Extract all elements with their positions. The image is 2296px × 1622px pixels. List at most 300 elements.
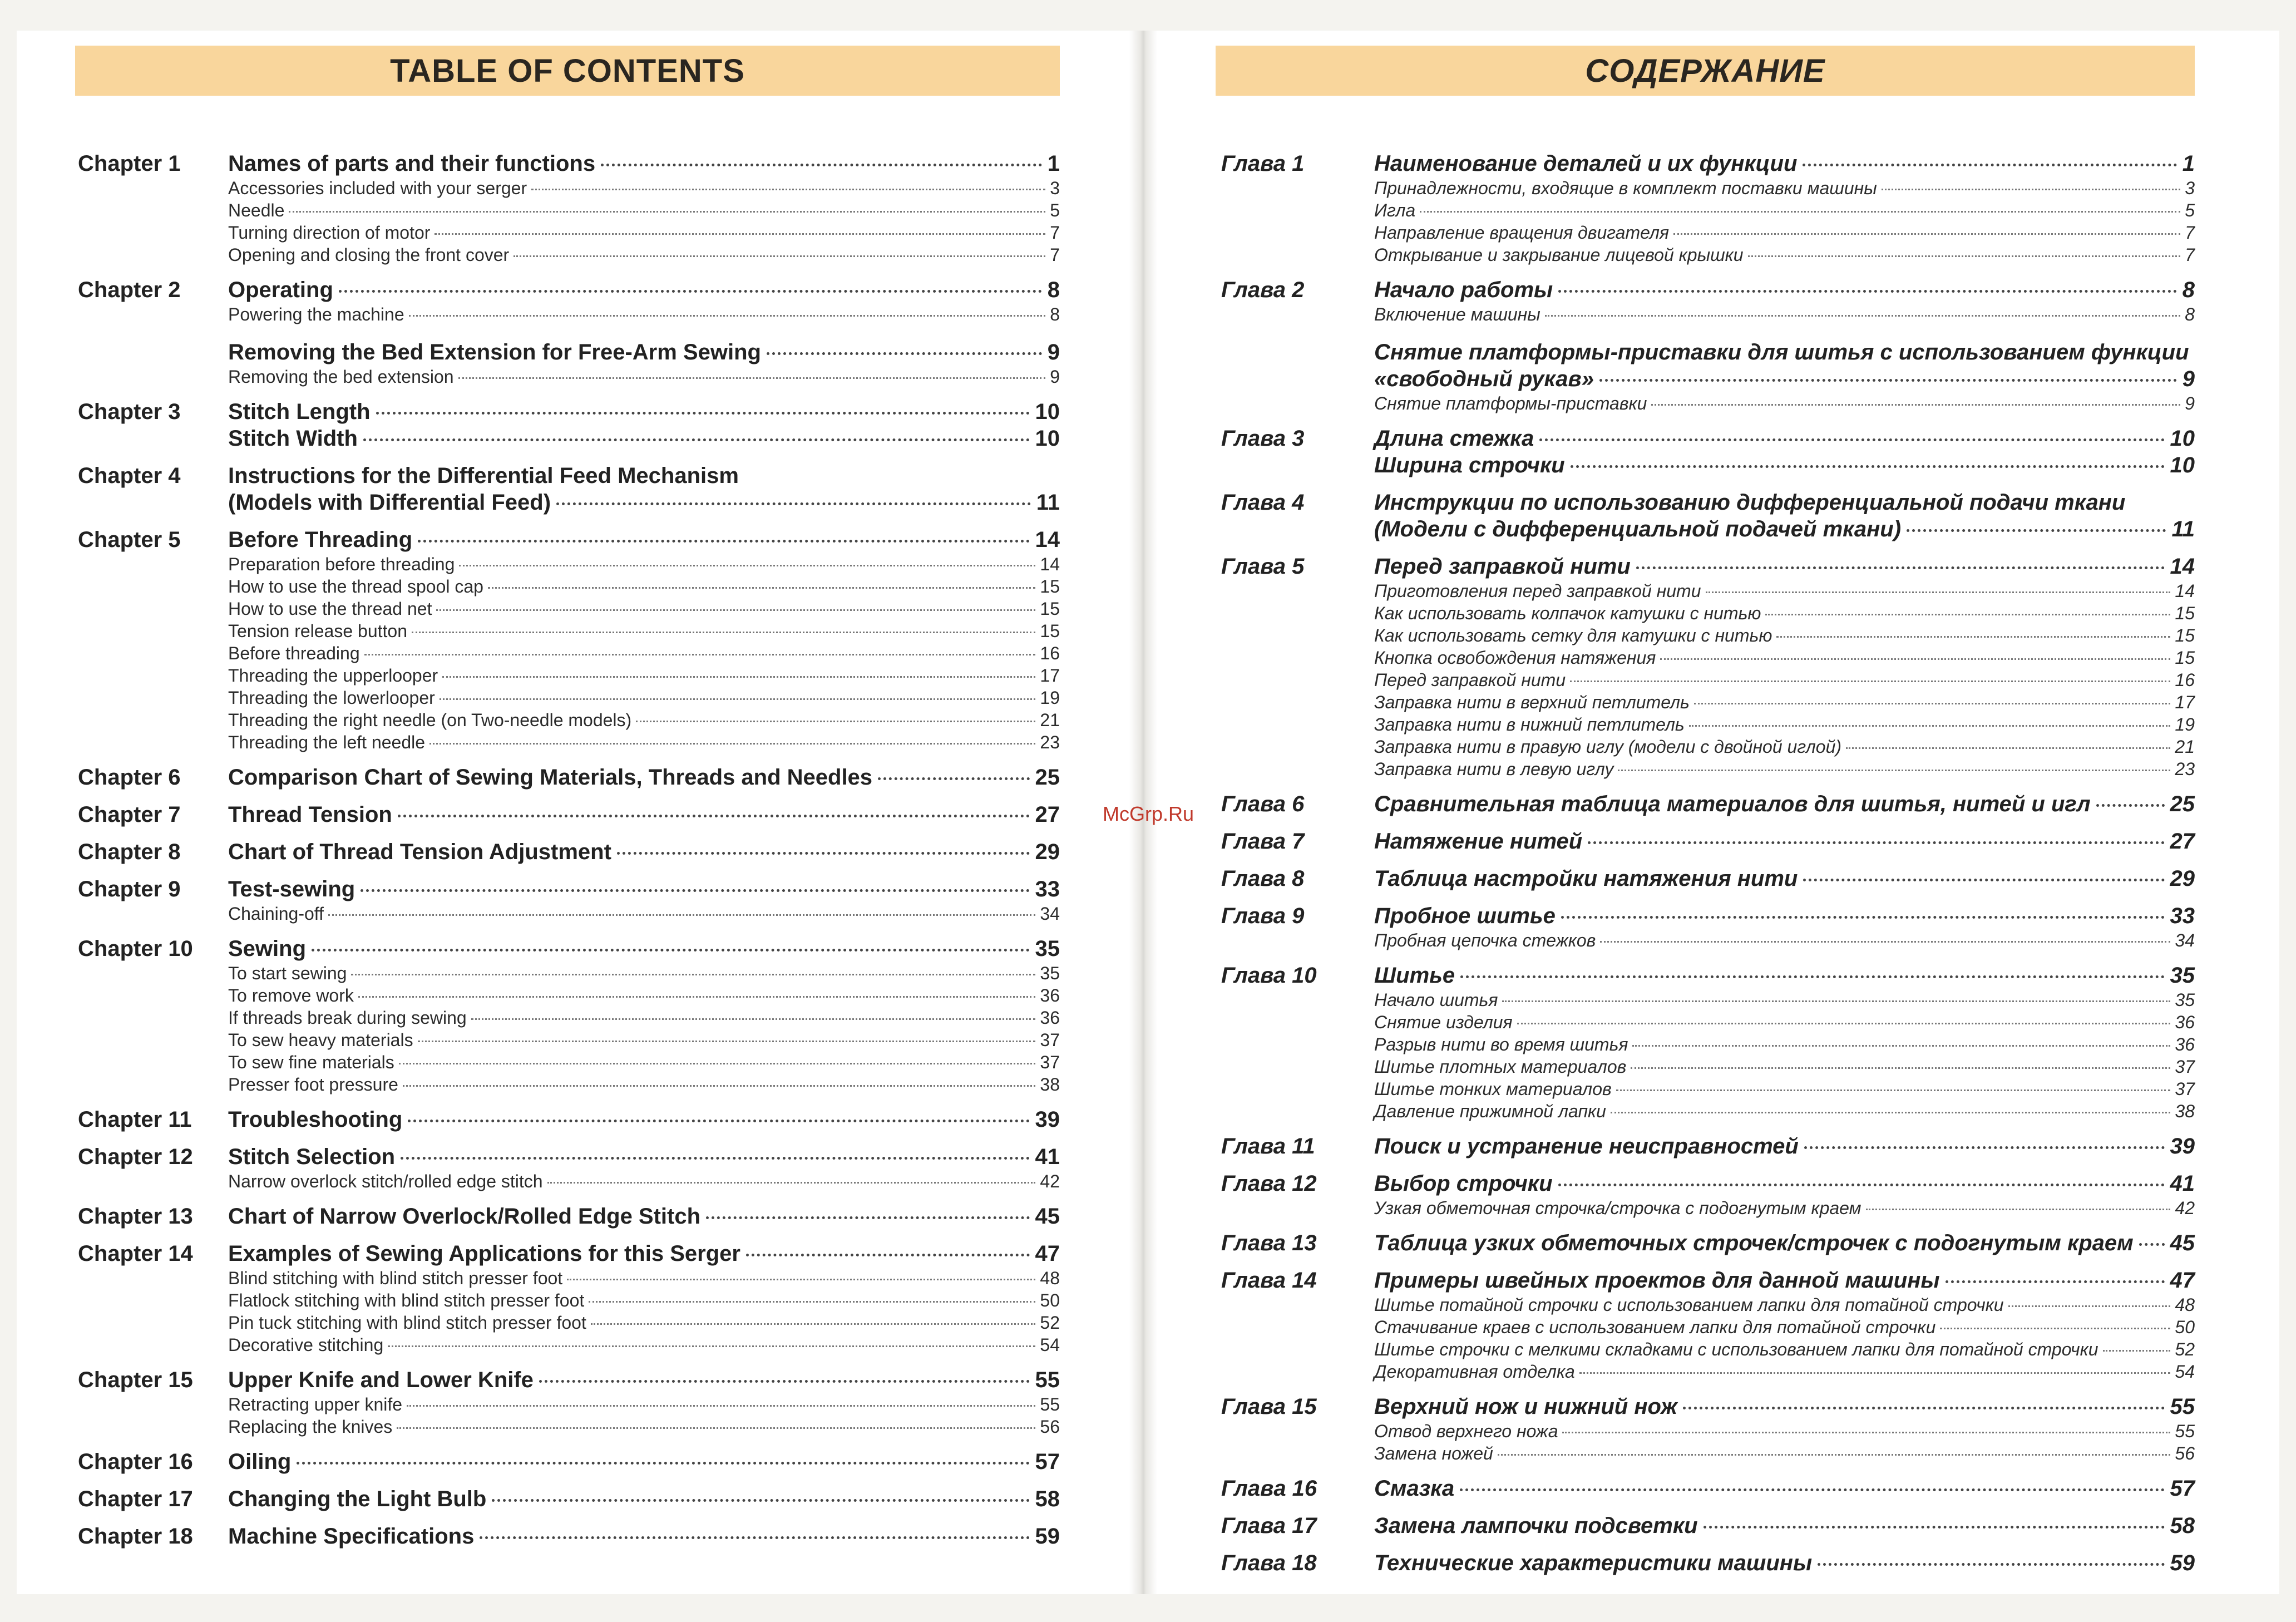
page-number[interactable]: 7 (1050, 245, 1060, 265)
dot-leader (328, 914, 1035, 916)
page-number[interactable]: 27 (1035, 802, 1060, 827)
page-number[interactable]: 23 (1040, 732, 1060, 752)
subsection-title[interactable]: Отвод верхнего ножа (1374, 1421, 1558, 1441)
subsection-title[interactable]: Стачивание краев с использованием лапки для потайной строчки (1374, 1317, 1936, 1337)
subsection-entry[interactable] (228, 1393, 1060, 1416)
section-title[interactable]: Пробное шитье (1374, 904, 1556, 928)
section-title[interactable]: Примеры швейных проектов для данной машины (1374, 1268, 1940, 1293)
chapter-entries (1374, 1267, 2195, 1383)
page-number[interactable]: 37 (1040, 1030, 1060, 1050)
page-number[interactable]: 36 (2175, 1034, 2195, 1054)
subsection-title[interactable]: Accessories included with your serger (228, 178, 527, 198)
page-number[interactable]: 35 (1035, 936, 1060, 961)
section-title[interactable]: Changing the Light Bulb (228, 1487, 487, 1511)
page-number[interactable]: 10 (1035, 426, 1060, 451)
subsection-title[interactable]: Шитье строчки с мелкими складками с использованием лапки для потайной строчки (1374, 1339, 2099, 1359)
subsection-title[interactable]: Узкая обметочная строчка/строчка с подогнутым краем (1374, 1198, 1862, 1218)
page-number[interactable]: 14 (1040, 554, 1060, 574)
page-number[interactable]: 38 (2175, 1101, 2195, 1121)
section-title[interactable]: Натяжение нитей (1374, 829, 1583, 854)
page-number[interactable]: 37 (2175, 1057, 2195, 1077)
page-number[interactable]: 7 (2185, 245, 2195, 265)
page-number[interactable]: 25 (1035, 765, 1060, 790)
subsection-entry[interactable] (1374, 392, 2195, 415)
section-title[interactable]: Examples of Sewing Applications for this Serger (228, 1241, 740, 1266)
section-entry[interactable] (1374, 150, 2195, 177)
subsection-title[interactable]: Как использовать сетку для катушки с нитью (1374, 625, 1772, 645)
page-number[interactable]: 8 (2185, 304, 2195, 324)
section-entry[interactable] (1374, 1230, 2195, 1256)
subsection-entry[interactable] (1374, 1294, 2195, 1316)
subsection-entry[interactable] (228, 984, 1060, 1007)
page-number[interactable]: 1 (2182, 151, 2195, 176)
section-title[interactable]: Поиск и устранение неисправностей (1374, 1134, 1799, 1158)
subsection-entry[interactable] (1374, 736, 2195, 758)
subsection-title[interactable]: Шитье плотных материалов (1374, 1057, 1627, 1077)
section-entry[interactable] (228, 1203, 1060, 1230)
page-number[interactable]: 52 (2175, 1339, 2195, 1359)
section-entry[interactable] (1374, 1512, 2195, 1539)
subsection-entry[interactable] (228, 221, 1060, 244)
subsection-entry[interactable] (1374, 624, 2195, 647)
section-title[interactable]: Names of parts and their functions (228, 151, 596, 176)
section-entry[interactable] (228, 425, 1060, 452)
page-number[interactable]: 55 (2170, 1394, 2195, 1419)
section-title[interactable]: Верхний нож и нижний нож (1374, 1394, 1677, 1419)
subsection-title[interactable]: Powering the machine (228, 304, 404, 324)
subsection-title[interactable]: Threading the right needle (on Two-needle models) (228, 710, 632, 730)
page-number[interactable]: 45 (1035, 1204, 1060, 1229)
subsection-entry[interactable] (228, 1051, 1060, 1073)
subsection-title[interactable]: Направление вращения двигателя (1374, 223, 1669, 243)
page-number[interactable]: 16 (1040, 643, 1060, 663)
subsection-entry[interactable] (228, 687, 1060, 709)
subsection-entry[interactable] (1374, 691, 2195, 713)
page-number[interactable]: 10 (1035, 400, 1060, 424)
page-number[interactable]: 34 (2175, 930, 2195, 950)
section-title[interactable]: Таблица настройки натяжения нити (1374, 866, 1798, 891)
section-title-line[interactable]: Снятие платформы-приставки для шитья с использованием функции (1374, 340, 2189, 364)
subsection-entry[interactable] (1374, 758, 2195, 780)
section-title[interactable]: Removing the Bed Extension for Free-Arm Sewing (228, 340, 761, 364)
page-number[interactable]: 57 (1035, 1450, 1060, 1474)
page-number[interactable]: 9 (2182, 367, 2195, 391)
subsection-title[interactable]: Заправка нити в левую иглу (1374, 759, 1614, 779)
chapter-label: Глава 2 (1221, 278, 1305, 302)
section-title[interactable]: Stitch Width (228, 426, 358, 451)
section-title[interactable]: Замена лампочки подсветки (1374, 1513, 1698, 1538)
subsection-title[interactable]: Chaining-off (228, 904, 324, 924)
subsection-title[interactable]: Pin tuck stitching with blind stitch presser foot (228, 1313, 586, 1333)
section-entry[interactable] (228, 876, 1060, 903)
page-number[interactable]: 41 (2170, 1171, 2195, 1196)
page-number[interactable]: 52 (1040, 1313, 1060, 1333)
section-entry[interactable] (228, 1367, 1060, 1393)
subsection-title[interactable]: Threading the lowerlooper (228, 688, 435, 708)
page-number[interactable]: 54 (1040, 1335, 1060, 1355)
subsection-entry[interactable] (1374, 647, 2195, 669)
section-title[interactable]: Chart of Thread Tension Adjustment (228, 840, 611, 864)
subsection-title[interactable]: Шитье потайной строчки с использованием лапки для потайной строчки (1374, 1295, 2004, 1315)
subsection-title[interactable]: Декоративная отделка (1374, 1362, 1575, 1382)
section-title-line[interactable]: Инструкции по использованию дифференциальной подачи ткани (1374, 490, 2126, 515)
subsection-entry[interactable] (1374, 1420, 2195, 1442)
subsection-entry[interactable] (228, 366, 1060, 388)
subsection-entry[interactable] (228, 1416, 1060, 1438)
page-number[interactable]: 3 (2185, 178, 2195, 198)
section-title[interactable]: Шитье (1374, 963, 1455, 988)
section-entry[interactable] (228, 1486, 1060, 1512)
section-title[interactable]: Stitch Length (228, 400, 371, 424)
section-title-line[interactable]: (Модели с дифференциальной подачей ткани) (1374, 517, 1902, 541)
page-number[interactable]: 15 (1040, 621, 1060, 641)
section-entry[interactable] (1374, 553, 2195, 580)
section-title-line[interactable]: Instructions for the Differential Feed Mechanism (228, 464, 739, 488)
section-title[interactable]: Наименование деталей и их функции (1374, 151, 1798, 176)
subsection-entry[interactable] (228, 1312, 1060, 1334)
subsection-title[interactable]: Приготовления перед заправкой нити (1374, 581, 1701, 601)
subsection-title[interactable]: Разрыв нити во время шитья (1374, 1034, 1628, 1054)
subsection-entry[interactable] (1374, 1056, 2195, 1078)
page-number[interactable]: 50 (1040, 1290, 1060, 1310)
subsection-entry[interactable] (1374, 580, 2195, 602)
page-number[interactable]: 9 (1047, 340, 1060, 364)
page-number[interactable]: 19 (2175, 714, 2195, 734)
section-title[interactable]: Oiling (228, 1450, 292, 1474)
page-number[interactable]: 5 (2185, 200, 2195, 220)
subsection-title[interactable]: Шитье тонких материалов (1374, 1079, 1612, 1099)
page-number[interactable]: 48 (1040, 1268, 1060, 1288)
page-number[interactable]: 7 (2185, 223, 2195, 243)
section-entry[interactable] (1374, 1550, 2195, 1576)
subsection-title[interactable]: Как использовать колпачок катушки с нитью (1374, 603, 1761, 623)
subsection-entry[interactable] (1374, 1316, 2195, 1338)
subsection-entry[interactable] (228, 199, 1060, 221)
page-number[interactable]: 3 (1050, 178, 1060, 198)
page-number[interactable]: 45 (2170, 1231, 2195, 1255)
subsection-entry[interactable] (228, 1029, 1060, 1051)
page-number[interactable]: 56 (1040, 1417, 1060, 1437)
subsection-entry[interactable] (1374, 1338, 2195, 1360)
section-title[interactable]: Comparison Chart of Sewing Materials, Threads and Needles (228, 765, 873, 790)
section-entry[interactable] (1374, 516, 2195, 543)
section-entry[interactable] (1374, 425, 2195, 452)
subsection-entry[interactable] (228, 709, 1060, 731)
subsection-entry[interactable] (1374, 989, 2195, 1011)
page-number[interactable]: 9 (1050, 367, 1060, 387)
section-title[interactable]: Test-sewing (228, 877, 355, 901)
page-number[interactable]: 27 (2170, 829, 2195, 854)
page-number[interactable]: 14 (1035, 527, 1060, 552)
page-number[interactable]: 25 (2170, 792, 2195, 816)
subsection-title[interactable]: Before threading (228, 643, 360, 663)
page-number[interactable]: 21 (2175, 737, 2195, 757)
page-number[interactable]: 17 (2175, 692, 2195, 712)
page-number[interactable]: 33 (2170, 904, 2195, 928)
section-entry[interactable] (1374, 366, 2195, 392)
section-title-line[interactable]: «свободный рукав» (1374, 367, 1594, 391)
section-entry[interactable] (1374, 277, 2195, 303)
subsection-entry[interactable] (228, 575, 1060, 598)
subsection-entry[interactable] (228, 244, 1060, 266)
section-entry[interactable] (228, 764, 1060, 791)
section-title[interactable]: Технические характеристики машины (1374, 1551, 1813, 1575)
section-title[interactable]: Chart of Narrow Overlock/Rolled Edge Stitch (228, 1204, 701, 1229)
page-number[interactable]: 9 (2185, 393, 2195, 413)
page-number[interactable]: 38 (1040, 1074, 1060, 1095)
subsection-entry[interactable] (228, 303, 1060, 326)
page-number[interactable]: 34 (1040, 904, 1060, 924)
subsection-title[interactable]: Tension release button (228, 621, 407, 641)
subsection-title[interactable]: How to use the thread net (228, 599, 432, 619)
page-number[interactable]: 37 (1040, 1052, 1060, 1072)
page-number[interactable]: 55 (1040, 1394, 1060, 1414)
page-number[interactable]: 35 (2170, 963, 2195, 988)
subsection-entry[interactable] (228, 1073, 1060, 1096)
subsection-entry[interactable] (228, 1289, 1060, 1312)
page-number[interactable]: 10 (2170, 453, 2195, 477)
section-entry[interactable] (1374, 791, 2195, 817)
page-number[interactable]: 1 (1047, 151, 1060, 176)
subsection-entry[interactable] (1374, 1078, 2195, 1100)
section-entry[interactable] (228, 801, 1060, 828)
subsection-title[interactable]: Пробная цепочка стежков (1374, 930, 1596, 950)
subsection-title[interactable]: Открывание и закрывание лицевой крышки (1374, 245, 1744, 265)
section-entry[interactable] (228, 339, 1060, 366)
section-entry[interactable] (1374, 1475, 2195, 1502)
section-title[interactable]: Смазка (1374, 1476, 1455, 1501)
subsection-entry[interactable] (1374, 713, 2195, 736)
subsection-title[interactable]: Давление прижимной лапки (1374, 1101, 1606, 1121)
subsection-title[interactable]: Presser foot pressure (228, 1074, 398, 1095)
page-number[interactable]: 11 (1036, 490, 1060, 515)
subsection-title[interactable]: Preparation before threading (228, 554, 455, 574)
subsection-title[interactable]: Кнопка освобождения натяжения (1374, 648, 1656, 668)
page-number[interactable]: 11 (2171, 517, 2195, 541)
page-number[interactable]: 23 (2175, 759, 2195, 779)
page-number[interactable]: 29 (1035, 840, 1060, 864)
page-number[interactable]: 48 (2175, 1295, 2195, 1315)
subsection-title[interactable]: If threads break during sewing (228, 1008, 467, 1028)
page-number[interactable]: 55 (1035, 1368, 1060, 1392)
section-entry[interactable] (228, 277, 1060, 303)
page-number[interactable]: 39 (2170, 1134, 2195, 1158)
page-number[interactable]: 54 (2175, 1362, 2195, 1382)
section-title[interactable]: Начало работы (1374, 278, 1553, 302)
subsection-title[interactable]: Перед заправкой нити (1374, 670, 1566, 690)
subsection-entry[interactable] (1374, 1442, 2195, 1465)
page-number[interactable]: 10 (2170, 426, 2195, 451)
subsection-entry[interactable] (228, 620, 1060, 642)
subsection-title[interactable]: To sew heavy materials (228, 1030, 413, 1050)
subsection-entry[interactable] (1374, 177, 2195, 199)
page-number[interactable]: 8 (1050, 304, 1060, 324)
subsection-title[interactable]: Retracting upper knife (228, 1394, 403, 1414)
page-number[interactable]: 35 (1040, 963, 1060, 983)
subsection-entry[interactable] (228, 664, 1060, 687)
page-number[interactable]: 15 (2175, 648, 2195, 668)
section-entry[interactable] (228, 489, 1060, 516)
subsection-title[interactable]: Removing the bed extension (228, 367, 454, 387)
section-title[interactable]: Operating (228, 278, 333, 302)
page-number[interactable]: 47 (1035, 1241, 1060, 1266)
page-number[interactable]: 14 (2175, 581, 2195, 601)
subsection-title[interactable]: Снятие изделия (1374, 1012, 1513, 1032)
subsection-entry[interactable] (228, 642, 1060, 664)
page-number[interactable]: 17 (1040, 665, 1060, 686)
subsection-entry[interactable] (228, 1334, 1060, 1356)
page-number[interactable]: 16 (2175, 670, 2195, 690)
subsection-title[interactable]: Needle (228, 200, 285, 220)
section-entry[interactable] (228, 150, 1060, 177)
page-number[interactable]: 8 (2182, 278, 2195, 302)
section-entry[interactable] (228, 1106, 1060, 1133)
subsection-entry[interactable] (228, 1267, 1060, 1289)
section-title[interactable]: Перед заправкой нити (1374, 554, 1631, 579)
section-entry[interactable] (228, 398, 1060, 425)
subsection-entry[interactable] (228, 1170, 1060, 1192)
section-title[interactable]: Таблица узких обметочных строчек/строчек с подогнутым краем (1374, 1231, 2134, 1255)
page-number[interactable]: 33 (1035, 877, 1060, 901)
subsection-entry[interactable] (1374, 1033, 2195, 1056)
subsection-entry[interactable] (228, 903, 1060, 925)
subsection-title[interactable]: Flatlock stitching with blind stitch presser foot (228, 1290, 585, 1310)
section-entry[interactable] (228, 1143, 1060, 1170)
page-number[interactable]: 57 (2170, 1476, 2195, 1501)
subsection-title[interactable]: Заправка нити в нижний петлитель (1374, 714, 1685, 734)
page-number[interactable]: 56 (2175, 1443, 2195, 1463)
page-number[interactable]: 42 (2175, 1198, 2195, 1218)
section-title[interactable]: Troubleshooting (228, 1107, 403, 1132)
section-entry[interactable] (1374, 1170, 2195, 1197)
page-number[interactable]: 15 (1040, 599, 1060, 619)
section-title[interactable]: Длина стежка (1374, 426, 1534, 451)
page-number[interactable]: 15 (2175, 603, 2195, 623)
subsection-title[interactable]: How to use the thread spool cap (228, 576, 483, 596)
section-entry[interactable] (1374, 1133, 2195, 1160)
subsection-title[interactable]: Включение машины (1374, 304, 1540, 324)
subsection-title[interactable]: To start sewing (228, 963, 347, 983)
page-number[interactable]: 36 (1040, 1008, 1060, 1028)
subsection-entry[interactable] (1374, 244, 2195, 266)
section-entry[interactable] (1374, 452, 2195, 479)
subsection-title[interactable]: Threading the left needle (228, 732, 426, 752)
section-title[interactable]: Thread Tension (228, 802, 392, 827)
subsection-entry[interactable] (1374, 221, 2195, 244)
section-title[interactable]: Before Threading (228, 527, 413, 552)
page-number[interactable]: 39 (1035, 1107, 1060, 1132)
subsection-title[interactable]: Blind stitching with blind stitch presser foot (228, 1268, 563, 1288)
subsection-title[interactable]: Decorative stitching (228, 1335, 384, 1355)
page-number[interactable]: 15 (2175, 625, 2195, 645)
section-entry[interactable] (228, 839, 1060, 865)
section-entry[interactable] (228, 1240, 1060, 1267)
section-title-line[interactable]: (Models with Differential Feed) (228, 490, 551, 515)
section-entry[interactable] (1374, 865, 2195, 892)
section-entry[interactable] (228, 1523, 1060, 1550)
subsection-title[interactable]: Заправка нити в правую иглу (модели с двойной иглой) (1374, 737, 1842, 757)
page-number[interactable]: 58 (2170, 1513, 2195, 1538)
subsection-entry[interactable] (228, 553, 1060, 575)
page-number[interactable]: 37 (2175, 1079, 2195, 1099)
subsection-entry[interactable] (228, 1007, 1060, 1029)
page-number[interactable]: 41 (1035, 1145, 1060, 1169)
subsection-entry[interactable] (1374, 1360, 2195, 1383)
page-number[interactable]: 29 (2170, 866, 2195, 891)
subsection-title[interactable]: Opening and closing the front cover (228, 245, 510, 265)
section-entry[interactable] (228, 526, 1060, 553)
subsection-title[interactable]: Replacing the knives (228, 1417, 393, 1437)
section-entry[interactable] (1374, 903, 2195, 929)
page-number[interactable]: 14 (2170, 554, 2195, 579)
subsection-title[interactable]: Принадлежности, входящие в комплект поставки машины (1374, 178, 1877, 198)
section-entry[interactable] (1374, 828, 2195, 855)
subsection-entry[interactable] (228, 598, 1060, 620)
page-number[interactable]: 5 (1050, 200, 1060, 220)
subsection-entry[interactable] (1374, 1197, 2195, 1219)
section-title[interactable]: Сравнительная таблица материалов для шитья, нитей и игл (1374, 792, 2091, 816)
subsection-entry[interactable] (1374, 303, 2195, 326)
page-number[interactable]: 47 (2170, 1268, 2195, 1293)
section-title[interactable]: Выбор строчки (1374, 1171, 1553, 1196)
section-entry[interactable] (1374, 1267, 2195, 1294)
page-number[interactable]: 15 (1040, 576, 1060, 596)
subsection-entry[interactable] (1374, 669, 2195, 691)
page-number[interactable]: 8 (1047, 278, 1060, 302)
section-entry[interactable] (228, 1448, 1060, 1475)
section-title[interactable]: Machine Specifications (228, 1524, 475, 1549)
section-entry[interactable] (1374, 962, 2195, 989)
page-number[interactable]: 36 (2175, 1012, 2195, 1032)
subsection-title[interactable]: To remove work (228, 985, 354, 1005)
subsection-entry[interactable] (1374, 602, 2195, 624)
page-number[interactable]: 7 (1050, 223, 1060, 243)
page-number[interactable]: 35 (2175, 990, 2195, 1010)
section-entry[interactable] (1374, 1393, 2195, 1420)
page-number[interactable]: 42 (1040, 1171, 1060, 1191)
page-number[interactable]: 19 (1040, 688, 1060, 708)
page-number[interactable]: 59 (1035, 1524, 1060, 1549)
section-entry[interactable] (228, 935, 1060, 962)
page-number[interactable]: 50 (2175, 1317, 2195, 1337)
subsection-entry[interactable] (1374, 929, 2195, 951)
subsection-title[interactable]: To sew fine materials (228, 1052, 394, 1072)
page-number[interactable]: 58 (1035, 1487, 1060, 1511)
page-number[interactable]: 36 (1040, 985, 1060, 1005)
subsection-title[interactable]: Снятие платформы-приставки (1374, 393, 1647, 413)
section-title[interactable]: Sewing (228, 936, 307, 961)
subsection-title[interactable]: Игла (1374, 200, 1416, 220)
page-number[interactable]: 55 (2175, 1421, 2195, 1441)
subsection-title[interactable]: Замена ножей (1374, 1443, 1493, 1463)
subsection-title[interactable]: Turning direction of motor (228, 223, 431, 243)
section-title[interactable]: Stitch Selection (228, 1145, 396, 1169)
subsection-title[interactable]: Narrow overlock stitch/rolled edge stitch (228, 1171, 543, 1191)
subsection-title[interactable]: Заправка нити в верхний петлитель (1374, 692, 1690, 712)
subsection-entry[interactable] (1374, 1011, 2195, 1033)
subsection-entry[interactable] (228, 177, 1060, 199)
page-number[interactable]: 21 (1040, 710, 1060, 730)
page-number[interactable]: 59 (2170, 1551, 2195, 1575)
section-title[interactable]: Upper Knife and Lower Knife (228, 1368, 534, 1392)
section-title[interactable]: Ширина строчки (1374, 453, 1565, 477)
subsection-entry[interactable] (1374, 199, 2195, 221)
subsection-entry[interactable] (228, 731, 1060, 753)
subsection-entry[interactable] (228, 962, 1060, 984)
subsection-title[interactable]: Threading the upperlooper (228, 665, 438, 686)
subsection-entry[interactable] (1374, 1100, 2195, 1122)
subsection-title[interactable]: Начало шитья (1374, 990, 1498, 1010)
